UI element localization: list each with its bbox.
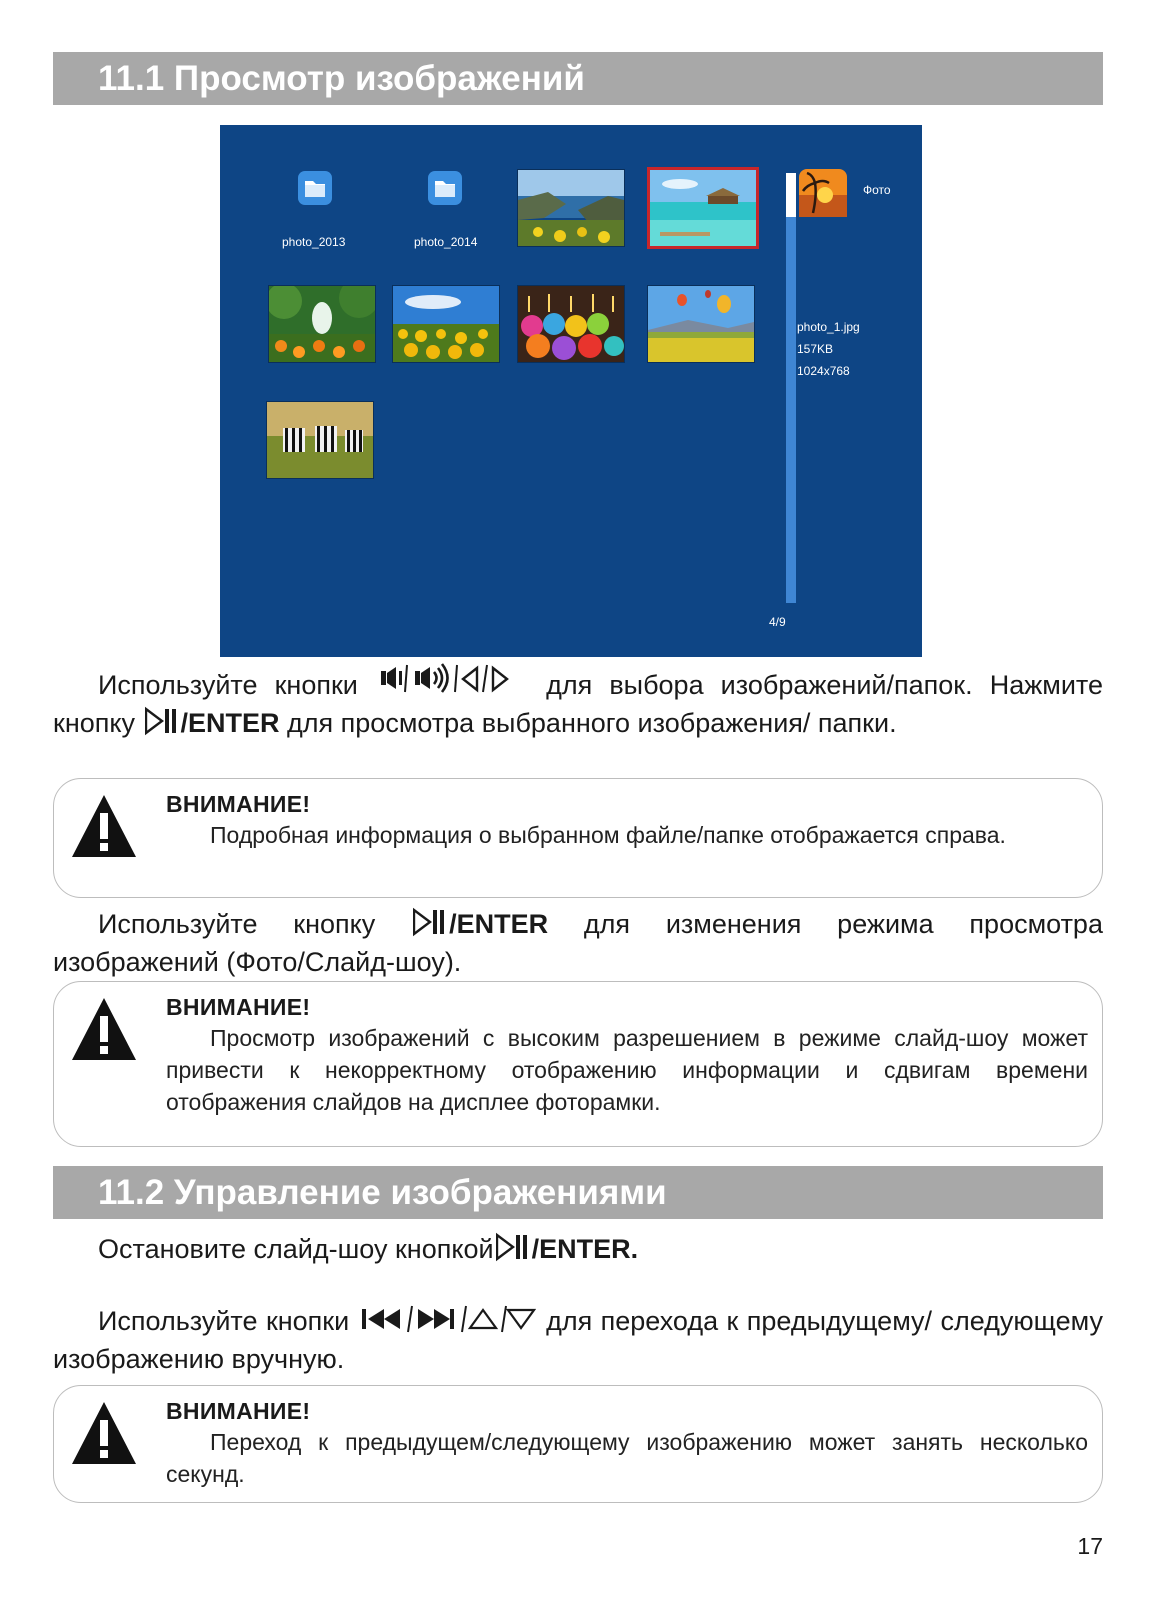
paragraph-toggle-mode — [53, 905, 1103, 981]
prev-next-up-down-buttons-icon — [360, 1304, 536, 1334]
warning-icon — [70, 996, 138, 1062]
warning-body: Просмотр изображений с высоким разрешением в режиме слайд-шоу может привести к некорректному отображению информации и сдвигам времени отображения слайдов на дисплее фоторамки. — [166, 1025, 1088, 1115]
warning-title: ВНИМАНИЕ! — [166, 791, 311, 817]
thumbnail-sunflowers[interactable] — [392, 285, 500, 363]
section-title-11-2: 11.2 Управление изображениями — [53, 1166, 1103, 1219]
para2-text-1: Используйте кнопку — [98, 909, 376, 939]
warning-title: ВНИМАНИЕ! — [166, 994, 311, 1020]
photo-app-icon — [799, 169, 847, 217]
warning-body: Подробная информация о выбранном файле/папке отображается справа. — [210, 822, 1006, 848]
warning-body: Переход к предыдущем/следующему изображению может занять несколько секунд. — [166, 1429, 1088, 1487]
warning-box-2 — [53, 981, 1103, 1147]
scrollbar-thumb[interactable] — [786, 173, 796, 217]
para2-text-2: для изменения режима просмотра изображений (Фото/Слайд-шоу). — [53, 909, 1103, 977]
section-title-11-1: 11.1 Просмотр изображений — [53, 52, 1103, 105]
para1-text-1: Используйте кнопки — [98, 670, 358, 700]
enter-key-label: /ENTER — [180, 708, 280, 738]
para4-text-2: для перехода к предыдущему/ следующему изображению вручную. — [53, 1306, 1103, 1374]
thumbnail-cupcakes[interactable] — [517, 285, 625, 363]
thumbnail-fountain[interactable] — [268, 285, 376, 363]
play-pause-icon — [145, 706, 179, 736]
panel-title: Фото — [863, 183, 891, 197]
paragraph-stop-slideshow — [53, 1230, 1103, 1268]
folder-icon[interactable] — [298, 171, 332, 205]
thumbnail-balloons[interactable] — [647, 285, 755, 363]
play-pause-icon — [413, 907, 447, 937]
warning-box-1 — [53, 778, 1103, 898]
folder-icon[interactable] — [428, 171, 462, 205]
file-resolution: 1024x768 — [797, 364, 850, 378]
file-size: 157KB — [797, 342, 834, 356]
folder-label: photo_2013 — [282, 235, 346, 249]
file-name: photo_1.jpg — [797, 320, 860, 334]
volume-prev-next-buttons-icon — [377, 662, 527, 698]
photo-browser-screen — [220, 125, 922, 657]
thumbnail-zebras[interactable] — [266, 401, 374, 479]
warning-title: ВНИМАНИЕ! — [166, 1398, 311, 1424]
para3-text-1: Остановите слайд-шоу кнопкой — [98, 1234, 494, 1264]
page-counter: 4/9 — [769, 615, 786, 629]
page-number: 17 — [1077, 1533, 1103, 1559]
thumbnail-lagoon-selected[interactable] — [647, 167, 759, 249]
para1-text-3: для просмотра выбранного изображения/ папки. — [287, 708, 897, 738]
thumbnail-coast[interactable] — [517, 169, 625, 247]
enter-key-label: /ENTER. — [531, 1234, 639, 1264]
warning-icon — [70, 793, 138, 859]
scrollbar-track[interactable] — [786, 173, 796, 603]
para1-text-2: для выбора изображений/папок. Нажмите кнопку — [53, 670, 1103, 738]
para4-text-1: Используйте кнопки — [98, 1306, 350, 1336]
paragraph-select-images — [53, 662, 1103, 742]
paragraph-manual-navigation — [53, 1302, 1103, 1378]
warning-icon — [70, 1400, 138, 1466]
enter-key-label: /ENTER — [449, 909, 549, 939]
play-pause-icon — [496, 1232, 530, 1262]
warning-box-3 — [53, 1385, 1103, 1503]
folder-label: photo_2014 — [414, 235, 478, 249]
